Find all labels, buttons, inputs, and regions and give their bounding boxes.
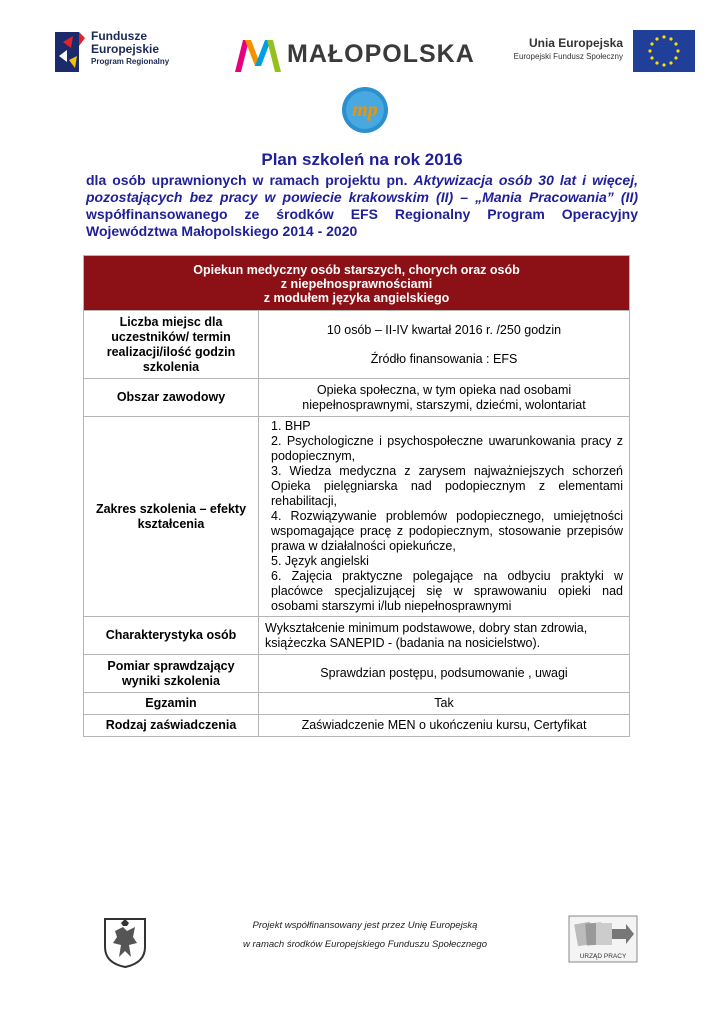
exam-value: Tak xyxy=(259,693,630,715)
intro-part2: współfinansowanego ze środków EFS Regionalny Program Operacyjny Województwa Małopolskiego 2014 - 2020 xyxy=(86,206,638,239)
scope-value xyxy=(259,417,630,617)
list-item: 5. Język angielski xyxy=(271,554,369,568)
scope-list xyxy=(265,419,623,614)
mp-circle-logo-icon xyxy=(341,86,389,134)
unia-europejska-logo xyxy=(493,30,695,74)
fe-line2: Europejskie xyxy=(91,42,160,56)
mp-mark-text: mp xyxy=(352,99,378,121)
course-title-line3: z modułem języka angielskiego xyxy=(263,291,450,305)
course-title-cell xyxy=(84,256,630,311)
list-item: 2. Psychologiczne i psychospołeczne uwarunkowania pracy z podopiecznym, xyxy=(271,434,623,463)
cert-label: Rodzaj zaświadczenia xyxy=(84,715,259,737)
table-row xyxy=(84,617,630,655)
eu-flag-icon xyxy=(633,30,695,72)
table-row xyxy=(84,715,630,737)
footer-line2: w ramach środków Europejskiego Funduszu Społecznego xyxy=(243,939,487,950)
fundusze-europejskie-mark-icon xyxy=(55,26,85,78)
fe-line1: Fundusze xyxy=(91,29,147,43)
measure-value: Sprawdzian postępu, podsumowanie , uwagi xyxy=(259,655,630,693)
cert-value: Zaświadczenie MEN o ukończeniu kursu, Certyfikat xyxy=(259,715,630,737)
training-plan-table xyxy=(83,255,630,737)
area-value: Opieka społeczna, w tym opieka nad osobami niepełnosprawnymi, starszymi, dziećmi, wolontariat xyxy=(259,379,630,417)
area-label: Obszar zawodowy xyxy=(84,379,259,417)
fe-line3: Program Regionalny xyxy=(91,57,170,66)
malopolska-logo xyxy=(235,34,475,74)
places-value-line2: Źródło finansowania : EFS xyxy=(370,351,518,366)
ue-line2: Europejski Fundusz Społeczny xyxy=(513,52,623,61)
table-header-row xyxy=(84,256,630,311)
people-value: Wykształcenie minimum podstawowe, dobry stan zdrowia, książeczka SANEPID - (badania na nosicielstwo). xyxy=(259,617,630,655)
urzad-pracy-text: URZĄD PRACY xyxy=(579,953,627,960)
course-title-line1: Opiekun medyczny osób starszych, chorych oraz osób xyxy=(193,263,520,277)
table-row xyxy=(84,311,630,379)
measure-label: Pomiar sprawdzający wyniki szkolenia xyxy=(84,655,259,693)
table-row xyxy=(84,655,630,693)
intro-part1: dla osób uprawnionych w ramach projektu pn. xyxy=(86,172,414,188)
list-item: 4. Rozwiązywanie problemów podopiecznego, umiejętności wspomagające pracę z podopiecznym, stosowanie przepisów prawa w działalności opiekuńcze, xyxy=(271,509,623,553)
places-value-line1: 10 osób – II-IV kwartał 2016 r. /250 godzin xyxy=(326,322,562,337)
table-row xyxy=(84,693,630,715)
table-row xyxy=(84,379,630,417)
coat-of-arms-icon xyxy=(103,917,147,969)
table-row xyxy=(84,417,630,617)
header-logos xyxy=(55,26,695,78)
intro-project-name: Aktywizacja osób 30 lat i więcej, pozostających bez pracy w powiecie krakowskim (II) – „Mania Pracowania” (II) xyxy=(86,172,638,205)
places-value xyxy=(259,311,630,379)
malopolska-m-icon xyxy=(235,36,281,74)
list-item: 3. Wiedza medyczna z zarysem najważniejszych schorzeń Opieka pielęgniarska nad podopiecznym z elementami rehabilitacji, xyxy=(271,464,623,508)
exam-label: Egzamin xyxy=(84,693,259,715)
urzad-pracy-logo-icon xyxy=(568,915,638,963)
footer-note xyxy=(200,916,530,954)
ue-line1: Unia Europejska xyxy=(528,36,623,50)
project-intro xyxy=(86,172,638,240)
list-item: 6. Zajęcia praktyczne polegające na odbyciu praktyki w placówce specjalizującej się w sprawowaniu opieki nad osobami starszymi i/lub niepełnosprawnymi xyxy=(271,569,623,613)
scope-label: Zakres szkolenia – efekty kształcenia xyxy=(84,417,259,617)
malopolska-wordmark: MAŁOPOLSKA xyxy=(287,40,475,68)
places-label: Liczba miejsc dla uczestników/ termin realizacji/ilość godzin szkolenia xyxy=(84,311,259,379)
fundusze-europejskie-logo xyxy=(55,26,195,78)
course-title-line2: z niepełnosprawnościami xyxy=(280,277,433,291)
list-item: 1. BHP xyxy=(271,419,311,433)
page-title: Plan szkoleń na rok 2016 xyxy=(261,150,463,169)
people-label: Charakterystyka osób xyxy=(84,617,259,655)
footer-line1: Projekt współfinansowany jest przez Unię Europejską xyxy=(252,920,478,931)
